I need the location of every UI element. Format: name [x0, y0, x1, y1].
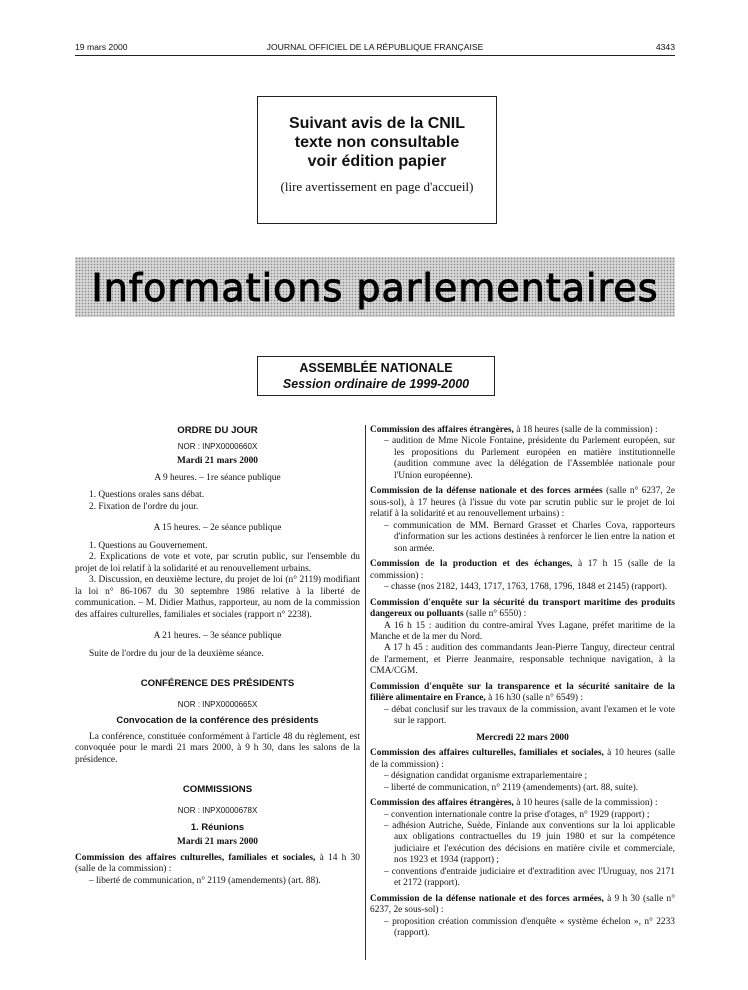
- commission-name: Commission d'enquête sur la transparence et la sécurité sanitaire de la filière alimentaire en France,: [370, 681, 675, 704]
- session-2-item: 3. Discussion, en deuxième lecture, du projet de loi (n° 2119) modifiant la loi n° 86-1067 du 30 septembre 1986 relative à la liberté de communication. – M. Didier Mathus, rapporteur, au nom de la commission des affaires culturelles, familiales et sociales (rapport n° 2238).: [75, 575, 360, 620]
- commission-entry: [370, 425, 675, 436]
- agenda-item: – débat conclusif sur les travaux de la commission, avant l'examen et le vote sur le rapport.: [384, 704, 675, 727]
- agenda-item: – désignation candidat organisme extraparlementaire ;: [384, 771, 588, 782]
- commission-entry: [370, 682, 675, 705]
- banner-title: Informations parlementaires: [91, 266, 659, 310]
- commission-detail: à 9 h 30 (salle n° 6237, 2e sous-sol) :: [370, 893, 675, 916]
- session-1-heading: A 9 heures. – 1re séance publique: [154, 472, 281, 483]
- commission-detail: à 17 h 15 (salle de la commission) :: [370, 559, 675, 581]
- session-3-heading: A 21 heures. – 3e séance publique: [153, 631, 282, 642]
- commission-entry: [370, 598, 675, 621]
- commission-entry: [370, 559, 675, 582]
- cnil-line-2: texte non consultable: [294, 134, 460, 151]
- conference-subtitle: Convocation de la conférence des présidents: [116, 714, 319, 726]
- commission-name: Commission d'enquête sur la sécurité du transport maritime des produits dangereux ou polluants: [370, 597, 675, 620]
- commission-entry: [370, 798, 675, 809]
- commission-name: Commission de la défense nationale et des forces armées,: [370, 893, 604, 904]
- conference-title: CONFÉRENCE DES PRÉSIDENTS: [140, 678, 295, 690]
- section-banner: [75, 257, 675, 317]
- assembly-name: ASSEMBLÉE NATIONALE: [299, 361, 453, 375]
- odj-title: ORDRE DU JOUR: [177, 425, 258, 436]
- cnil-line-1: Suivant avis de la CNIL: [288, 115, 466, 132]
- header-date: 19 mars 2000: [75, 42, 128, 52]
- commission-detail: (salle n° 6237, 2e sous-sol), à 17 heures (à l'issue du vote par scrutin public sur le projet de loi relatif à la solidarité et au renouvellement urbains) :: [370, 486, 675, 520]
- commission-detail: à 14 h 30 (salle de la commission) :: [75, 852, 360, 875]
- conference-text: La conférence, constituée conformément à l'article 48 du règlement, est convoquée pour le mardi 21 mars 2000, à 9 h 30, dans les salons de la présidence.: [75, 731, 360, 765]
- session-1-item: 2. Fixation de l'ordre du jour.: [89, 501, 199, 512]
- commission-entry: [75, 853, 360, 876]
- agenda-item: A 16 h 15 : audition du contre-amiral Yves Lagane, préfet maritime de la Manche et de la mer du Nord.: [370, 620, 675, 642]
- session-2-item: 2. Explications de vote et vote, par scrutin public, sur l'ensemble du projet de loi relatif à la solidarité et au renouvellement urbains.: [75, 552, 360, 574]
- odj-nor: NOR : INPX0000660X: [177, 441, 258, 451]
- column-divider: [365, 425, 366, 960]
- commissions-nor: NOR : INPX0000678X: [177, 806, 258, 816]
- cnil-notice-box: [257, 96, 497, 224]
- commissions-subtitle: 1. Réunions: [190, 820, 245, 832]
- header-journal-title: JOURNAL OFFICIEL DE LA RÉPUBLIQUE FRANÇAISE: [266, 42, 484, 52]
- commission-name: Commission des affaires étrangères,: [370, 425, 514, 435]
- session-3-text: Suite de l'ordre du jour de la deuxième séance.: [89, 648, 264, 659]
- agenda-item: – liberté de communication, n° 2119 (amendements) (art. 88, suite).: [384, 782, 639, 793]
- agenda-item: A 17 h 45 : audition des commandants Jean-Pierre Tanguy, directeur central de l'armement, et Pierre Jeanmaire, responsable technique navigation, à la CMA/CGM.: [370, 643, 675, 677]
- right-column: [370, 425, 675, 940]
- agenda-item: – conventions d'entraide judiciaire et d'extradition avec l'Uruguay, nos 2171 et 2172 (rapport).: [384, 866, 675, 889]
- header-page-number: 4343: [655, 42, 675, 52]
- cnil-note: (lire avertissement en page d'accueil): [280, 179, 474, 194]
- conference-nor: NOR : INPX0000665X: [177, 699, 258, 709]
- commission-detail: à 10 heures (salle de la commission) :: [513, 798, 658, 809]
- agenda-item: – adhésion Autriche, Suède, Finlande aux conventions sur la loi applicable aux obligations contractuelles du 19 juin 1980 et sur la compétence judiciaire et l'exécution des décisions en matière civile et commerciale, nos 1923 et 1934 (rapport) ;: [384, 821, 675, 866]
- agenda-item: – audition de Mme Nicole Fontaine, présidente du Parlement européen, sur les propositions du Parlement européen en matière institutionnelle (audition commune avec la délégation de l'Assemblée nationale pour l'Union européenne).: [384, 436, 675, 481]
- agenda-item: – proposition création commission d'enquête « système échelon », n° 2233 (rapport).: [384, 916, 675, 939]
- commission-name: Commission des affaires culturelles, familiales et sociales,: [75, 852, 316, 863]
- agenda-item: – convention internationale contre la prise d'otages, n° 1929 (rapport) ;: [384, 809, 650, 820]
- assembly-session: Session ordinaire de 1999-2000: [282, 377, 470, 391]
- commission-detail: à 10 heures (salle de la commission) :: [370, 748, 675, 770]
- agenda-item: – liberté de communication, n° 2119 (amendements) (art. 88).: [89, 875, 321, 886]
- cnil-line-3: voir édition papier: [307, 153, 447, 170]
- assembly-box: [257, 356, 495, 396]
- left-column: [75, 425, 360, 887]
- wednesday-date: Mercredi 22 mars 2000: [476, 732, 569, 743]
- odj-date: Mardi 21 mars 2000: [177, 456, 258, 467]
- commission-detail: à 18 heures (salle de la commission) :: [513, 425, 658, 435]
- session-2-item: 1. Questions au Gouvernement.: [89, 540, 208, 551]
- session-2-heading: A 15 heures. – 2e séance publique: [153, 523, 282, 534]
- commissions-title: COMMISSIONS: [182, 784, 253, 796]
- commissions-date: Mardi 21 mars 2000: [177, 837, 258, 848]
- header-rule: [75, 55, 675, 56]
- commission-detail: à 16 h30 (salle n° 6549) :: [485, 693, 583, 704]
- commission-entry: [370, 894, 675, 917]
- commission-detail: (salle n° 6550) :: [463, 609, 527, 620]
- commission-name: Commission des affaires culturelles, familiales et sociales,: [370, 748, 604, 759]
- commission-entry: [370, 748, 675, 771]
- commission-entry: [370, 486, 675, 520]
- session-1-item: 1. Questions orales sans débat.: [89, 490, 205, 501]
- commission-name: Commission de la défense nationale et des forces armées: [370, 486, 603, 497]
- agenda-item: – chasse (nos 2182, 1443, 1717, 1763, 1768, 1796, 1848 et 2145) (rapport).: [384, 582, 668, 593]
- commission-name: Commission des affaires étrangères,: [370, 798, 514, 809]
- agenda-item: – communication de MM. Bernard Grasset et Charles Cova, rapporteurs d'information sur les actions destinées à renforcer le lien entre la nation et son armée.: [384, 520, 675, 554]
- commission-name: Commission de la production et des échanges,: [370, 559, 573, 570]
